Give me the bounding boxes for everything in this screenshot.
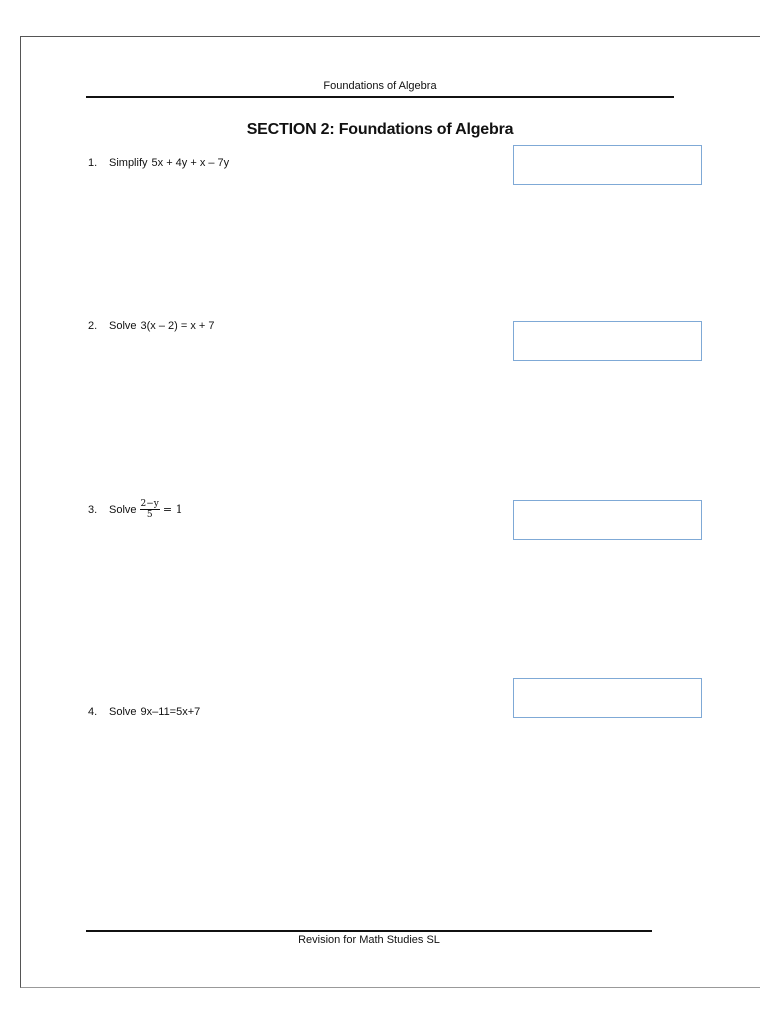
question-1 (88, 157, 229, 169)
equation-rhs: = 1 (162, 503, 183, 516)
question-expression: 9x–11=5x+7 (140, 706, 201, 718)
question-verb: Simplify (109, 157, 148, 169)
running-header: Foundations of Algebra (323, 80, 437, 92)
fraction (140, 499, 160, 520)
question-4 (88, 706, 200, 718)
answer-box-2[interactable] (513, 321, 702, 361)
answer-box-1[interactable] (513, 145, 702, 185)
question-3 (88, 499, 183, 520)
question-number: 4. (88, 706, 98, 718)
question-verb: Solve (109, 320, 137, 332)
section-title: SECTION 2: Foundations of Algebra (246, 121, 514, 138)
fraction-numerator: 2−y (140, 499, 159, 509)
footer-rule (86, 930, 652, 932)
answer-box-3[interactable] (513, 500, 702, 540)
question-number: 2. (88, 320, 98, 332)
fraction-denominator: 5 (146, 510, 153, 520)
running-footer: Revision for Math Studies SL (298, 934, 440, 946)
question-verb: Solve (109, 503, 137, 516)
question-number: 1. (88, 157, 98, 169)
header-rule (86, 96, 674, 98)
question-expression: 3(x – 2) = x + 7 (140, 320, 215, 332)
question-verb: Solve (109, 706, 137, 718)
answer-box-4[interactable] (513, 678, 702, 718)
question-2 (88, 320, 215, 332)
question-number: 3. (88, 503, 98, 516)
question-expression: 5x + 4y + x – 7y (151, 157, 230, 169)
